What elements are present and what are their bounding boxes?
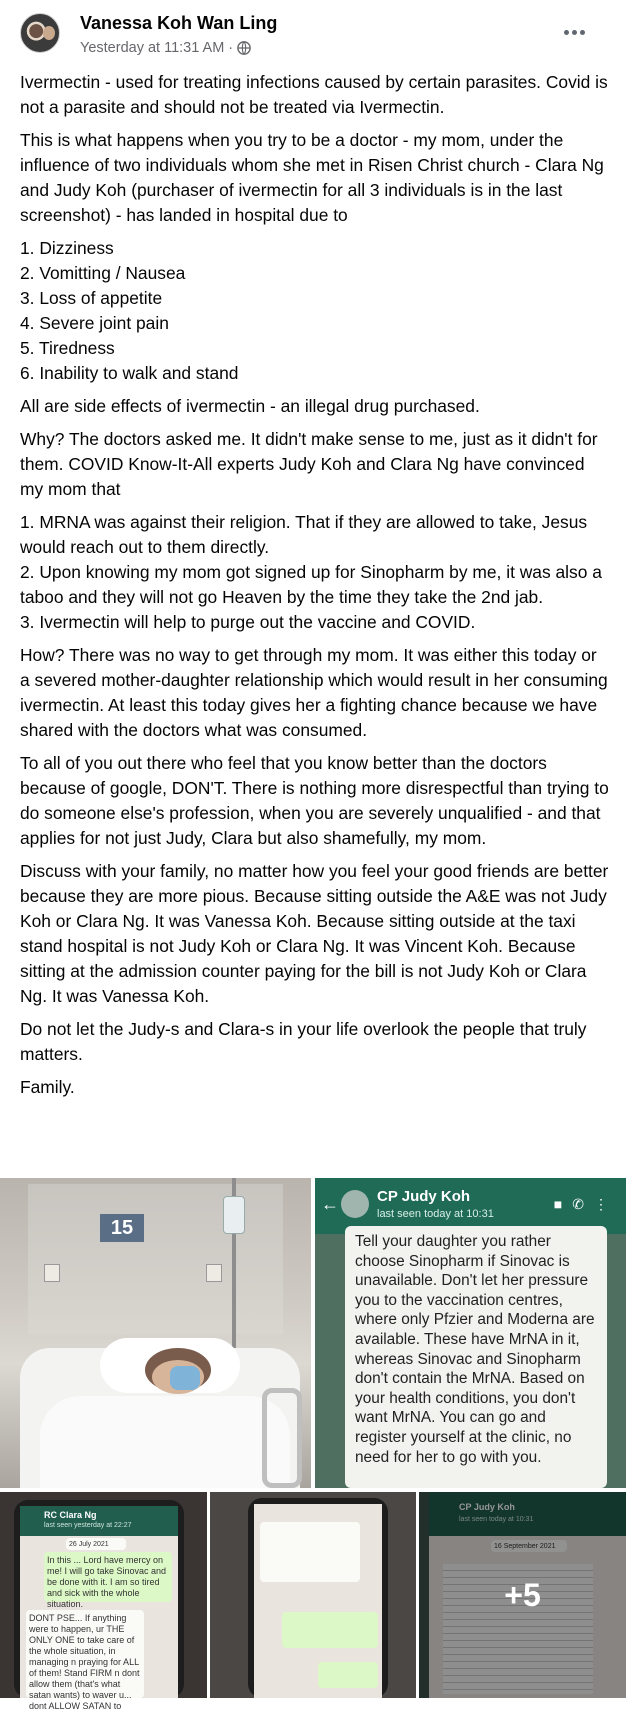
last-seen: last seen today at 10:31 bbox=[377, 1208, 494, 1220]
message-bubble bbox=[282, 1612, 378, 1648]
wall-socket bbox=[206, 1264, 222, 1282]
list-item: 6. Inability to walk and stand bbox=[20, 363, 239, 383]
photo-receipt-more[interactable] bbox=[419, 1492, 626, 1698]
post-paragraph: Ivermectin - used for treating infections caused by certain parasites. Covid is not a parasite and should not be treated via Ivermectin. bbox=[20, 72, 608, 117]
contact-name: RC Clara Ng bbox=[44, 1510, 97, 1520]
iv-bag bbox=[223, 1196, 245, 1234]
post-meta bbox=[80, 40, 251, 56]
post-paragraph: Why? The doctors asked me. It didn't make sense to me, just as it didn't for them. COVID Know-It-All experts Judy Koh and Clara Ng have convinced my mom that bbox=[20, 429, 598, 499]
photo-whatsapp-clara[interactable] bbox=[0, 1492, 207, 1711]
last-seen: last seen today at 10:31 bbox=[459, 1516, 534, 1523]
back-arrow-icon: ← bbox=[321, 1194, 339, 1214]
photo-whatsapp-chinese[interactable] bbox=[210, 1492, 416, 1698]
list-item: 2. Vomitting / Nausea bbox=[20, 263, 186, 283]
post-text bbox=[20, 70, 610, 1108]
globe-icon[interactable] bbox=[237, 41, 251, 55]
call-icons bbox=[554, 1196, 618, 1213]
message-bubble bbox=[260, 1522, 360, 1582]
list-item: 1. Dizziness bbox=[20, 238, 114, 258]
message-bubble bbox=[318, 1662, 378, 1688]
list-item: 2. Upon knowing my mom got signed up for Sinopharm by me, it was also a taboo and they will not go Heaven by the time they take the 2nd jab. bbox=[20, 562, 602, 607]
list-item: 3. Loss of appetite bbox=[20, 288, 163, 308]
post-paragraph: Family. bbox=[20, 1077, 75, 1097]
message-bubble: DONT PSE... If anything were to happen, ur THE ONLY ONE to take care of the whole situation, in managing n praying for ALL of them! Stand FIRM n dont allow them (that's what satan wants) to waver u... dont ALLOW SATAN to bbox=[26, 1610, 144, 1698]
date-chip: 26 July 2021 bbox=[66, 1538, 126, 1550]
video-call-icon: ■ bbox=[553, 1196, 573, 1212]
photo-grid bbox=[0, 1178, 626, 1711]
side-effects-list bbox=[20, 236, 610, 386]
photo-whatsapp-judy[interactable] bbox=[315, 1178, 626, 1488]
more-photos-count[interactable]: +5 bbox=[504, 1576, 541, 1613]
wall-socket bbox=[44, 1264, 60, 1282]
message-bubble: Tell your daughter you rather choose Sinopharm if Sinovac is unavailable. Don't let her pressure you to the vaccination centres, where only Pfzier and Moderna are available. These have MrNA in it, whereas Sinovac and Sinopharm don't contain the MrNA. Based on your health conditions, you don't want MrNA. You can go and register yourself at the clinic, no need for her to go with you. bbox=[345, 1226, 607, 1488]
post-paragraph: How? There was no way to get through my mom. It was either this today or a severed mother-daughter relationship which would result in her consuming ivermectin. At least this today gives her a fighting chance because we have shared with the doctors what was consumed. bbox=[20, 645, 608, 740]
post-paragraph: To all of you out there who feel that you know better than the doctors because of google, DON'T. There is nothing more disrespectful than trying to do someone else's profession, when you are severely unqualified - and that applies for not just Judy, Clara but also shamefully, my mom. bbox=[20, 753, 609, 848]
list-item: 1. MRNA was against their religion. That if they are allowed to take, Jesus would reach out to them directly. bbox=[20, 512, 588, 557]
more-options-icon[interactable] bbox=[560, 20, 588, 44]
contact-name: CP Judy Koh bbox=[459, 1502, 515, 1512]
meta-separator: · bbox=[228, 40, 234, 56]
post-timestamp[interactable]: Yesterday at 11:31 AM bbox=[80, 40, 225, 56]
post-paragraph: Discuss with your family, no matter how you feel your good friends are better because they are more pious. Because sitting outside the A&E was not Judy Koh or Clara Ng. It was Vanessa Koh. Because sitting outside at the taxi stand hospital is not Judy Koh or Clara Ng. It was Vincent Koh. Because sitting at the admission counter paying for the bill is not Judy Koh or Clara Ng. It was Vanessa Koh. bbox=[20, 861, 609, 1006]
blanket bbox=[40, 1396, 290, 1488]
phone-icon: ✆ bbox=[572, 1196, 594, 1212]
contact-name: CP Judy Koh bbox=[377, 1188, 471, 1205]
contact-avatar bbox=[341, 1190, 369, 1218]
last-seen: last seen yesterday at 22:27 bbox=[44, 1522, 132, 1529]
author-name[interactable]: Vanessa Koh Wan Ling bbox=[80, 13, 278, 33]
date-chip: 16 September 2021 bbox=[491, 1540, 567, 1552]
post-paragraph: This is what happens when you try to be a doctor - my mom, under the influence of two individuals whom she met in Risen Christ church - Clara Ng and Judy Koh (purchaser of ivermectin for all 3 individuals is in the last screenshot) - has landed in hospital due to bbox=[20, 130, 604, 225]
author-avatar[interactable] bbox=[20, 13, 60, 53]
face-mask bbox=[170, 1366, 200, 1390]
post-paragraph: All are side effects of ivermectin - an illegal drug purchased. bbox=[20, 396, 480, 416]
list-item: 3. Ivermectin will help to purge out the vaccine and COVID. bbox=[20, 612, 476, 632]
list-item: 5. Tiredness bbox=[20, 338, 115, 358]
message-bubble: In this ... Lord have mercy on me! I will go take Sinovac and be done with it. I am so tired and sick with the whole situation. bbox=[44, 1552, 172, 1602]
claims-list bbox=[20, 510, 610, 635]
bed-rail bbox=[262, 1388, 302, 1488]
post-header bbox=[0, 0, 626, 70]
post-paragraph: Do not let the Judy-s and Clara-s in your life overlook the people that truly matters. bbox=[20, 1019, 587, 1064]
room-sign: 15 bbox=[100, 1214, 144, 1242]
photo-hospital-bed[interactable] bbox=[0, 1178, 311, 1488]
list-item: 4. Severe joint pain bbox=[20, 313, 169, 333]
menu-dots-icon: ⋮ bbox=[594, 1196, 618, 1212]
